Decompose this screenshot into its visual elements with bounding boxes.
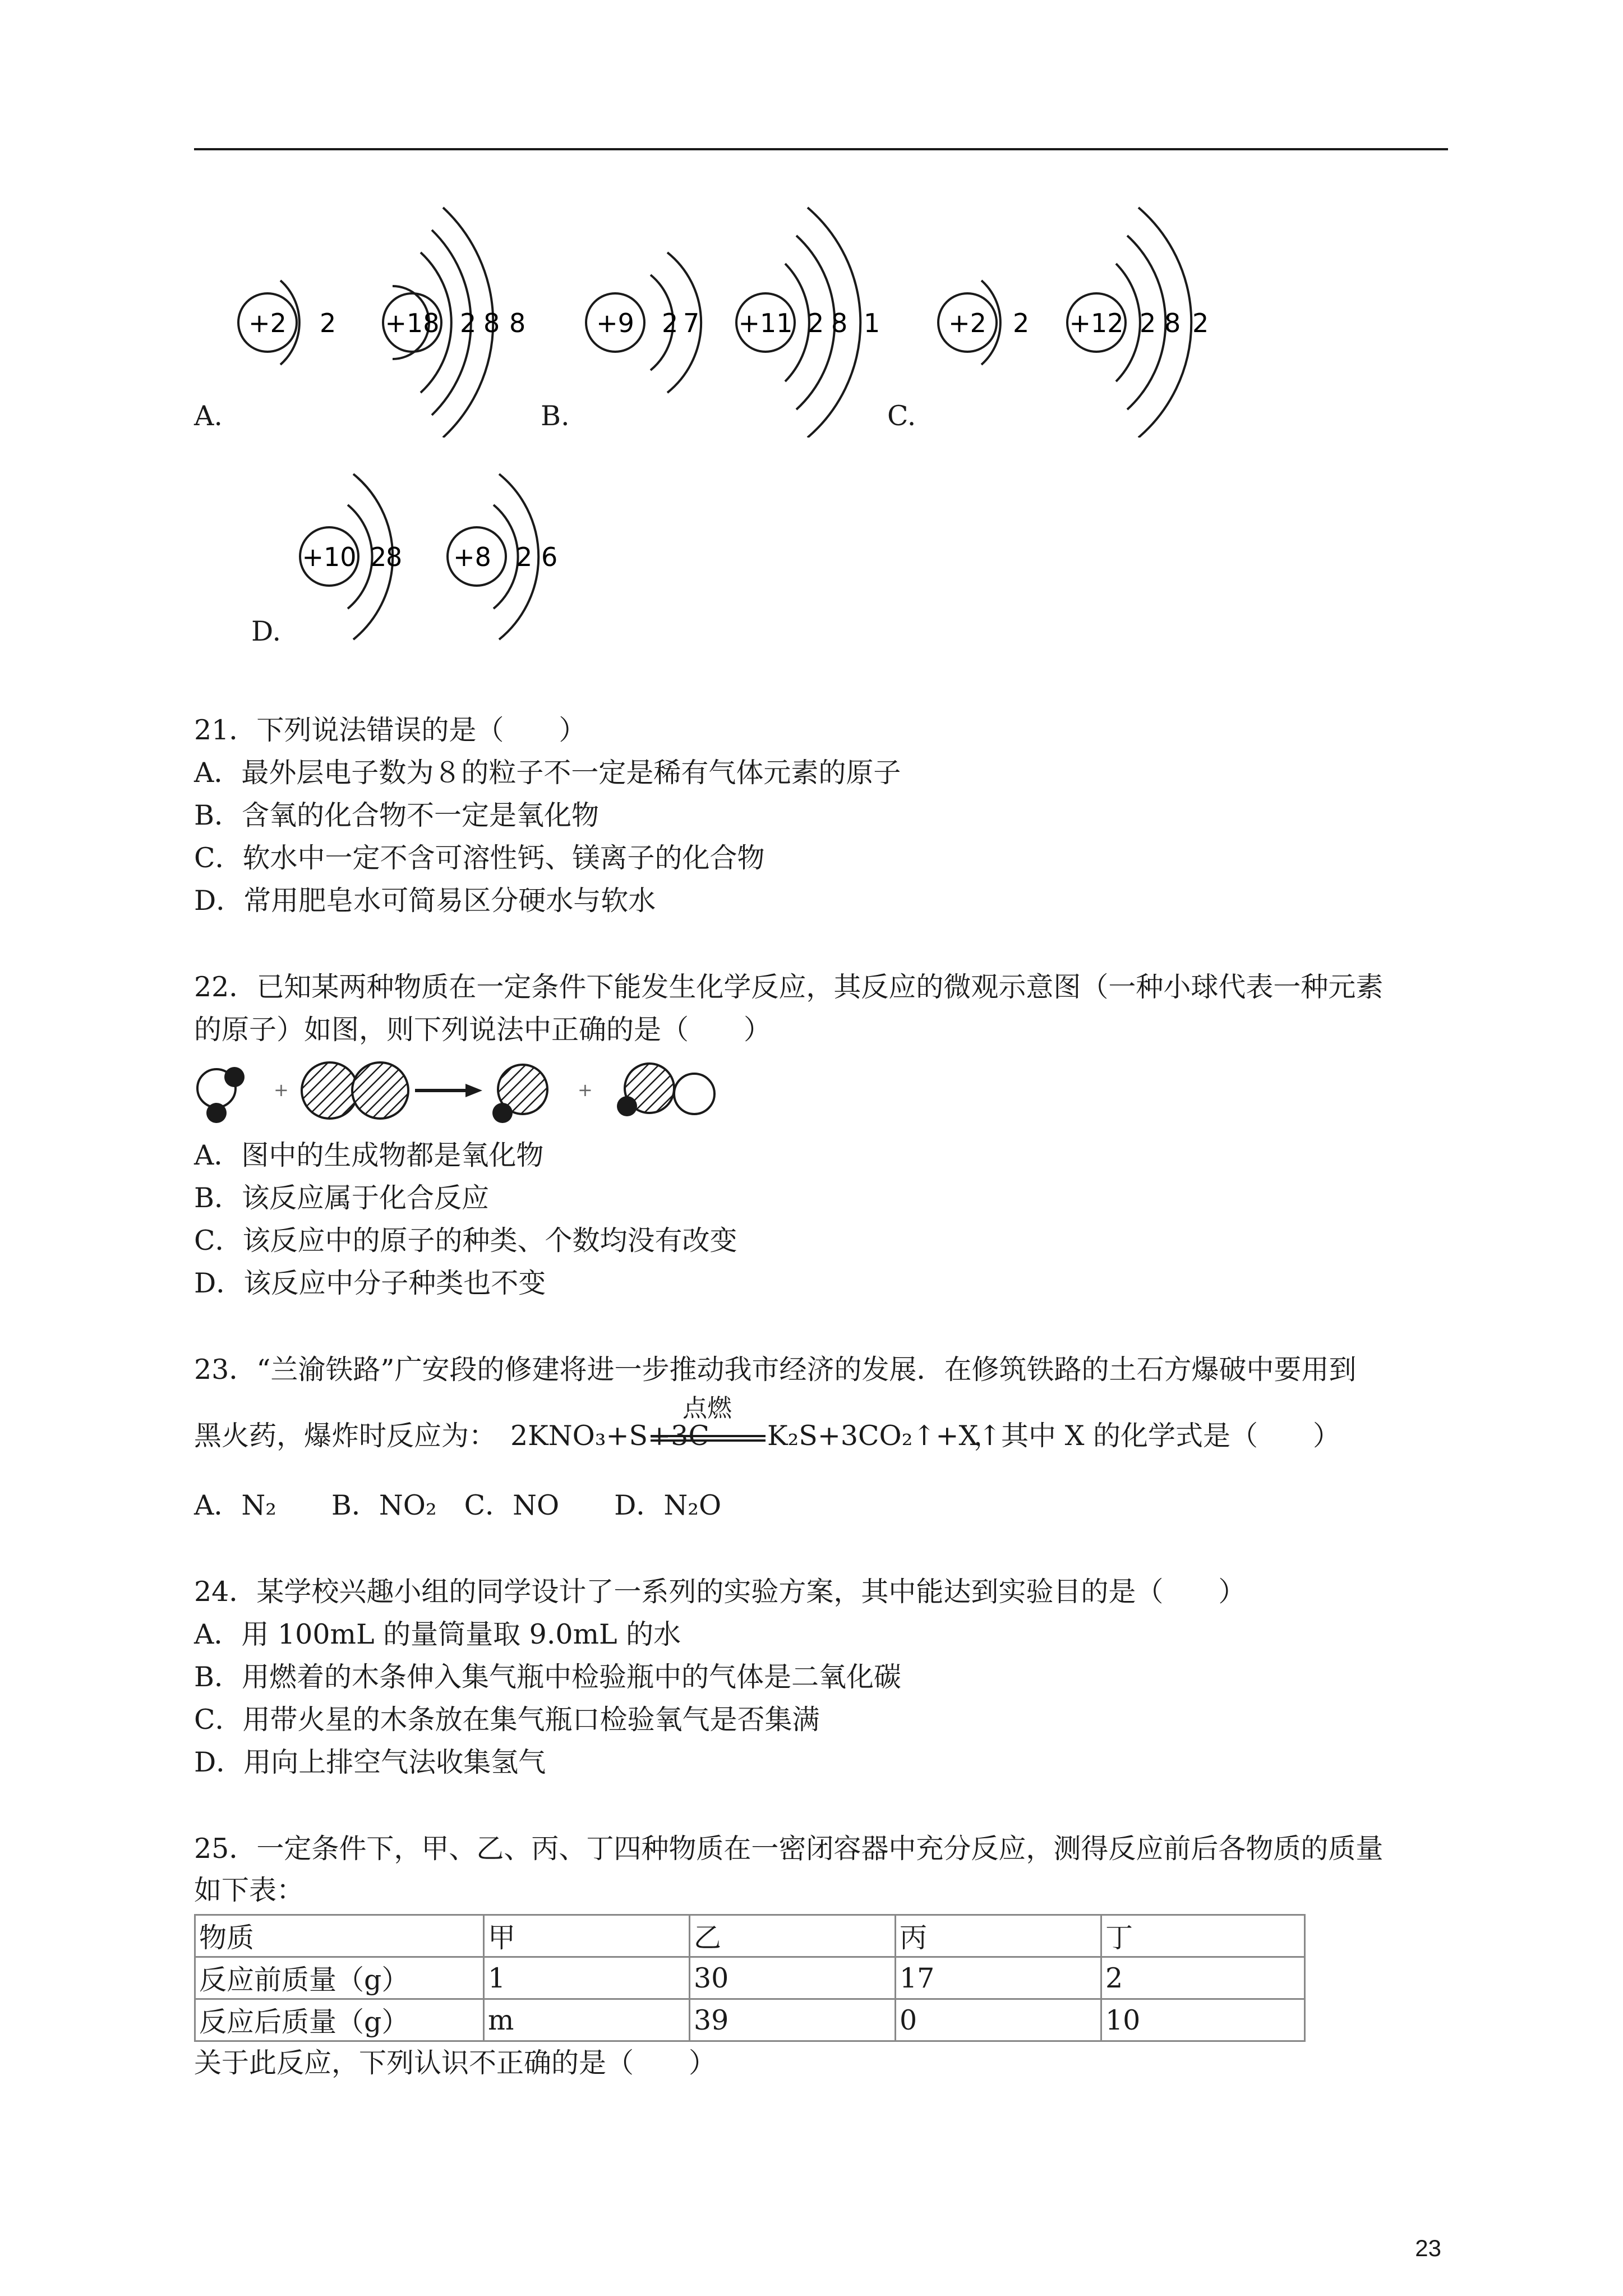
table-cell: 2 — [1101, 1957, 1305, 1999]
option-a-diagram — [224, 202, 527, 438]
table-cell: 0 — [896, 1999, 1101, 2041]
page-number: 23 — [1415, 2235, 1441, 2261]
q23-equals-sign — [651, 1435, 766, 1442]
table-cell: 39 — [690, 1999, 896, 2041]
shell-count: 8 — [509, 308, 526, 338]
q23-stem-line1: 23．“兰渝铁路”广安段的修建将进一步推动我市经济的发展．在修筑铁路的土石方爆破中要用到 — [194, 1354, 1357, 1386]
q21-option-a: A．最外层电子数为８的粒子不一定是稀有气体元素的原子 — [194, 757, 901, 789]
nucleus-label: +11 — [738, 308, 793, 338]
shell-count: 8 — [386, 542, 403, 572]
q25-followup: 关于此反应，下列认识不正确的是（ ） — [194, 2047, 717, 2079]
option-c-diagram — [931, 202, 1234, 438]
header-rule — [194, 148, 1448, 150]
table-cell: 丙 — [896, 1915, 1101, 1957]
product-molecule-1 — [492, 1065, 547, 1123]
table-cell: 10 — [1101, 1999, 1305, 2041]
q23-condition: 点燃 — [683, 1394, 732, 1423]
option-d-diagram — [292, 466, 594, 645]
q24-option-b: B．用燃着的木条伸入集气瓶中检验瓶中的气体是二氧化碳 — [194, 1661, 902, 1693]
table-cell: 丁 — [1101, 1915, 1305, 1957]
shell-count: 2 — [516, 542, 533, 572]
option-b-label: B. — [541, 400, 570, 432]
q25-stem-line2: 如下表： — [194, 1874, 305, 1906]
q22-option-d: D．该反应中分子种类也不变 — [194, 1267, 546, 1299]
shell-count: 2 — [1192, 308, 1209, 338]
table-row — [195, 1957, 1305, 1999]
q22-stem-line2: 的原子）如图，则下列说法中正确的是（ ） — [194, 1014, 772, 1046]
shell-count: 2 — [1013, 308, 1030, 338]
q23-line2-suffix: ，其中 X 的化学式是（ ） — [974, 1420, 1341, 1452]
nucleus-label: +2 — [248, 308, 287, 338]
q23-options: A．N₂ B．NO₂ C．NO D．N₂O — [194, 1489, 722, 1521]
q24-option-a: A．用 100mL 的量筒量取 9.0mL 的水 — [194, 1618, 681, 1650]
q23-line2-prefix: 黑火药，爆炸时反应为： — [194, 1420, 497, 1452]
q21-option-c: C．软水中一定不含可溶性钙、镁离子的化合物 — [194, 842, 765, 874]
plus-sign: + — [578, 1079, 593, 1101]
shell-count: 2 — [808, 308, 824, 338]
nucleus-label: +8 — [453, 542, 491, 572]
shell-count: 2 — [460, 308, 477, 338]
table-cell: 30 — [690, 1957, 896, 1999]
option-b-diagram — [572, 202, 886, 438]
product-molecule-2 — [617, 1064, 714, 1116]
q23-reactants: 2KNO₃+S+3C — [510, 1420, 709, 1452]
plus-sign: + — [274, 1079, 289, 1101]
q22-option-a: A．图中的生成物都是氧化物 — [194, 1139, 544, 1171]
table-cell: m — [484, 1999, 690, 2041]
q25-stem-line1: 25．一定条件下，甲、乙、丙、丁四种物质在一密闭容器中充分反应，测得反应前后各物质的质量 — [194, 1833, 1384, 1865]
nucleus-label: +10 — [302, 542, 357, 572]
table-cell: 乙 — [690, 1915, 896, 1957]
option-d-label: D. — [251, 615, 282, 647]
nucleus-label: +9 — [596, 308, 634, 338]
mass-table — [194, 1914, 1306, 2042]
q22-option-c: C．该反应中的原子的种类、个数均没有改变 — [194, 1225, 737, 1257]
shell-count: 2 — [1140, 308, 1156, 338]
shell-count: 8 — [831, 308, 848, 338]
shell-count: 8 — [1164, 308, 1181, 338]
shell-count: 6 — [541, 542, 558, 572]
reactant-molecule-1 — [197, 1067, 245, 1123]
shell-count: 2 — [370, 542, 387, 572]
shell-count: 7 — [683, 308, 700, 338]
shell-count: 2 — [662, 308, 679, 338]
nucleus-label: +18 — [385, 308, 440, 338]
q24-option-c: C．用带火星的木条放在集气瓶口检验氧气是否集满 — [194, 1704, 820, 1736]
table-cell: 物质 — [195, 1915, 484, 1957]
nucleus-label: +12 — [1069, 308, 1124, 338]
table-header-row — [195, 1915, 1305, 1957]
reaction-arrow — [415, 1084, 482, 1097]
table-cell: 1 — [484, 1957, 690, 1999]
shell-count: 2 — [320, 308, 336, 338]
q21-option-d: D．常用肥皂水可简易区分硬水与软水 — [194, 885, 656, 917]
option-a-label: A. — [194, 400, 223, 432]
table-row — [195, 1999, 1305, 2041]
q23-products: K₂S+3CO₂↑+X↑ — [767, 1420, 1002, 1452]
q22-stem-line1: 22．已知某两种物质在一定条件下能发生化学反应，其反应的微观示意图（一种小球代表一种元素 — [194, 971, 1384, 1003]
table-cell: 甲 — [484, 1915, 690, 1957]
table-cell: 17 — [896, 1957, 1101, 1999]
table-cell: 反应后质量（g） — [195, 1999, 484, 2041]
reactant-molecule-2 — [302, 1062, 408, 1119]
q24-stem: 24．某学校兴趣小组的同学设计了一系列的实验方案，其中能达到实验目的是（ ） — [194, 1576, 1246, 1608]
table-cell: 反应前质量（g） — [195, 1957, 484, 1999]
option-c-label: C. — [887, 400, 916, 432]
q21-option-b: B．含氧的化合物不一定是氧化物 — [194, 799, 600, 831]
shell-count: 1 — [864, 308, 880, 338]
shell-count: 8 — [483, 308, 500, 338]
nucleus-label: +2 — [948, 308, 986, 338]
reaction-micro-diagram — [191, 1055, 740, 1133]
q22-option-b: B．该反应属于化合反应 — [194, 1182, 490, 1214]
q24-option-d: D．用向上排空气法收集氢气 — [194, 1746, 546, 1778]
q21-stem: 21．下列说法错误的是（ ） — [194, 714, 587, 746]
